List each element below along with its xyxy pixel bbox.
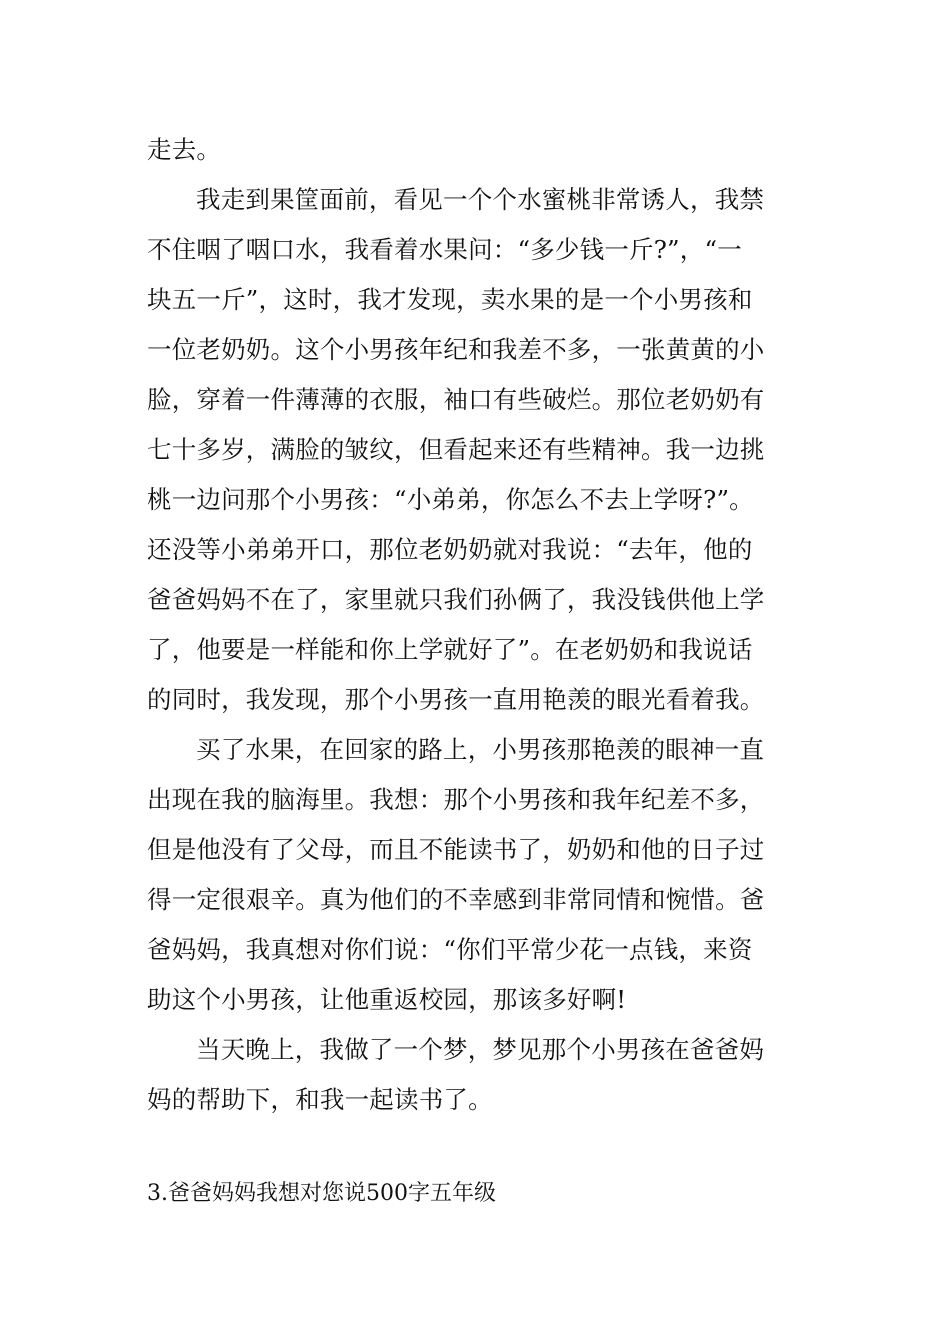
text-line: 助这个小男孩，让他重返校园，那该多好啊!: [147, 985, 627, 1014]
text-line: 爸妈妈，我真想对你们说：“你们平常少花一点钱，来资: [147, 935, 753, 964]
text-line: 爸爸妈妈不在了，家里就只我们孙俩了，我没钱供他上学: [147, 585, 765, 614]
text-line: 走去。: [147, 135, 222, 164]
text-line: 妈的帮助下，和我一起读书了。: [147, 1085, 493, 1114]
text-line: 得一定很艰辛。真为他们的不幸感到非常同情和惋惜。爸: [147, 885, 765, 914]
paragraph-first-line: 我走到果筐面前，看见一个个水蜜桃非常诱人，我禁: [196, 185, 765, 214]
text-line: 出现在我的脑海里。我想：那个小男孩和我年纪差不多，: [147, 785, 765, 814]
text-line: 不住咽了咽口水，我看着水果问：“多少钱一斤?”，“一: [147, 235, 742, 264]
text-line: 一位老奶奶。这个小男孩年纪和我差不多，一张黄黄的小: [147, 335, 765, 364]
text-line: 桃一边问那个小男孩：“小弟弟，你怎么不去上学呀?”。: [147, 485, 754, 514]
paragraph-first-line: 当天晚上，我做了一个梦，梦见那个小男孩在爸爸妈: [196, 1035, 765, 1064]
text-line: 的同时，我发现，那个小男孩一直用艳羡的眼光看着我。: [147, 685, 765, 714]
text-line: 块五一斤”，这时，我才发现，卖水果的是一个小男孩和: [147, 285, 753, 314]
paragraph-first-line: 买了水果，在回家的路上，小男孩那艳羡的眼神一直: [196, 735, 765, 764]
text-line: 但是他没有了父母，而且不能读书了，奶奶和他的日子过: [147, 835, 765, 864]
text-line: 了，他要是一样能和你上学就好了”。在老奶奶和我说话: [147, 635, 753, 664]
section-heading: 3.爸爸妈妈我想对您说500字五年级: [147, 1181, 496, 1206]
text-line: 脸，穿着一件薄薄的衣服，袖口有些破烂。那位老奶奶有: [147, 385, 765, 414]
text-line: 七十多岁，满脸的皱纹，但看起来还有些精神。我一边挑: [147, 435, 765, 464]
text-line: 还没等小弟弟开口，那位老奶奶就对我说：“去年，他的: [147, 535, 753, 564]
